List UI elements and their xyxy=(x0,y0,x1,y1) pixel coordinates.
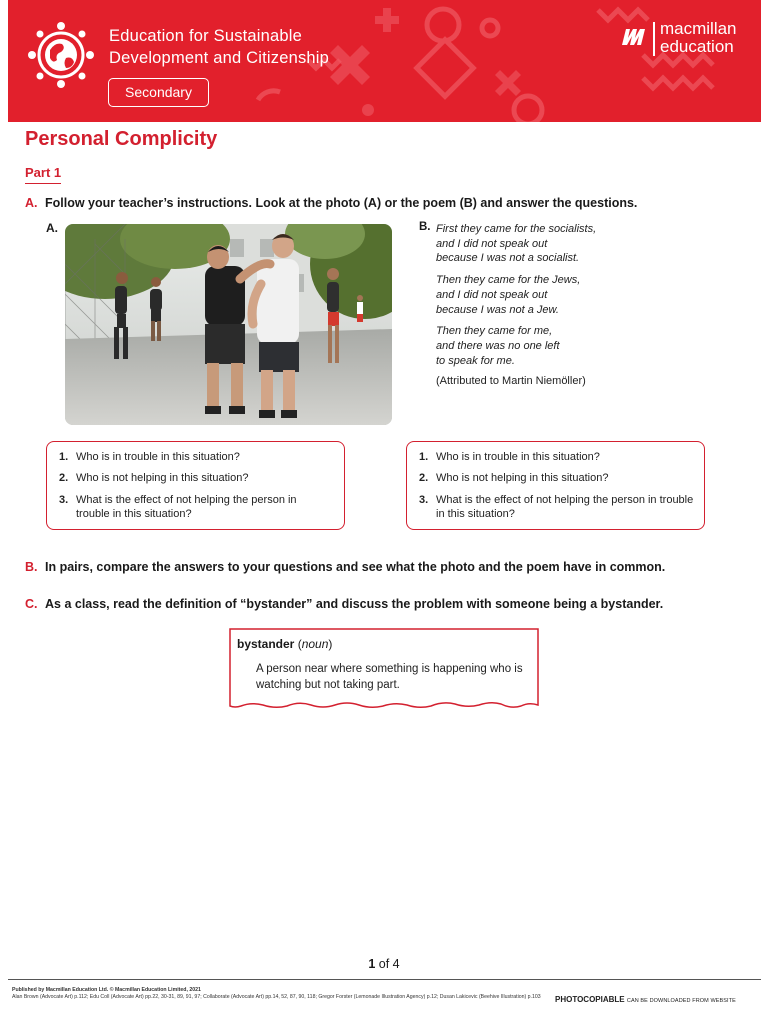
definition-card xyxy=(229,628,539,710)
part-heading: Part 1 xyxy=(25,165,61,184)
question-item xyxy=(59,450,334,464)
publisher-logo xyxy=(618,20,758,60)
definition-word: bystander xyxy=(237,637,295,651)
instruction-c xyxy=(25,597,663,611)
brand-line2: education xyxy=(660,37,734,56)
question-text: What is the effect of not helping the person in trouble in this situation? xyxy=(76,493,297,521)
poem-label: B. xyxy=(419,221,431,233)
question-text: Who is not helping in this situation? xyxy=(76,472,249,485)
question-number: 1. xyxy=(59,451,69,463)
header-banner xyxy=(8,0,761,122)
illustration-credits: Alan Brown (Advocate Art) p.112; Edu Coll (Advocate Art) pp.22, 30-31, 89, 91, 97; Collaborate (Advocate Art) pp.14, 52, 87, 90, 118; Gregor Forster (Lemonade Illustration Agency) p.12; Dusan Lakicevic (Beehive Illustration) p.103 xyxy=(12,994,541,1001)
globe-logo-icon xyxy=(26,20,96,90)
question-item xyxy=(59,493,334,522)
instruction-a xyxy=(25,196,637,210)
footer-credits xyxy=(12,987,552,1001)
macmillan-m-icon xyxy=(621,25,647,47)
photo-illustration xyxy=(65,224,392,425)
question-number: 2. xyxy=(419,472,429,485)
poem-stanza-3: Then they came for me, and there was no one left to speak for me. xyxy=(436,325,560,367)
definition-text: A person near where something is happening who is watching but not taking part. xyxy=(256,663,523,691)
poem-attribution: (Attributed to Martin Niemöller) xyxy=(436,375,586,387)
photocopiable-notice xyxy=(555,995,736,1004)
question-item xyxy=(59,471,334,485)
question-text: What is the effect of not helping the person in trouble in this situation? xyxy=(436,493,694,521)
question-item xyxy=(419,493,694,522)
photo-questions-box xyxy=(46,441,345,530)
current-page: 1 xyxy=(368,957,376,971)
instruction-b xyxy=(25,560,665,574)
instruction-a-letter: A. xyxy=(25,196,38,210)
question-number: 2. xyxy=(59,472,69,485)
brand-line1: macmillan xyxy=(660,19,737,38)
question-number: 3. xyxy=(59,493,69,506)
definition-headword: bystander (noun) xyxy=(237,637,333,651)
logo-divider xyxy=(653,22,655,56)
question-number: 1. xyxy=(419,451,429,463)
poem-stanza-1: First they came for the socialists, and I did not speak out because I was not a socialist. xyxy=(436,223,597,265)
page-total: of 4 xyxy=(378,957,400,971)
publisher-line: Published by Macmillan Education Ltd. © Macmillan Education Limited, 2021 xyxy=(12,987,201,993)
street-photo xyxy=(65,224,392,425)
instruction-b-letter: B. xyxy=(25,560,38,574)
publisher-wordmark xyxy=(660,20,737,56)
download-note: CAN BE DOWNLOADED FROM WEBSITE xyxy=(626,998,736,1004)
photo-label: A. xyxy=(46,221,58,235)
instruction-c-letter: C. xyxy=(25,597,38,611)
question-text: Who is in trouble in this situation? xyxy=(76,451,240,463)
question-item xyxy=(419,471,694,485)
question-item xyxy=(419,450,694,464)
series-title-line2: Development and Citizenship xyxy=(109,49,330,67)
photocopiable-label: PHOTOCOPIABLE xyxy=(555,995,625,1004)
instruction-a-text: Follow your teacher’s instructions. Look at the photo (A) or the poem (B) and answer the questions. xyxy=(45,196,638,210)
question-number: 3. xyxy=(419,493,429,506)
definition-part-of-speech: noun xyxy=(301,637,329,651)
page-title: Personal Complicity xyxy=(25,128,218,150)
question-text: Who is not helping in this situation? xyxy=(436,472,609,485)
poem-questions-box xyxy=(406,441,705,530)
level-badge: Secondary xyxy=(108,78,209,107)
series-title-line1: Education for Sustainable xyxy=(109,27,303,45)
instruction-b-text: In pairs, compare the answers to your questions and see what the photo and the poem have in common. xyxy=(45,560,666,574)
series-title xyxy=(109,25,329,69)
poem xyxy=(436,222,686,375)
poem-stanza-2: Then they came for the Jews, and I did not speak out because I was not a Jew. xyxy=(436,274,581,316)
footer-divider xyxy=(8,979,761,980)
instruction-c-text: As a class, read the definition of “bystander” and discuss the problem with someone being a bystander. xyxy=(45,597,664,611)
question-text: Who is in trouble in this situation? xyxy=(436,451,600,463)
page-number xyxy=(0,957,768,971)
